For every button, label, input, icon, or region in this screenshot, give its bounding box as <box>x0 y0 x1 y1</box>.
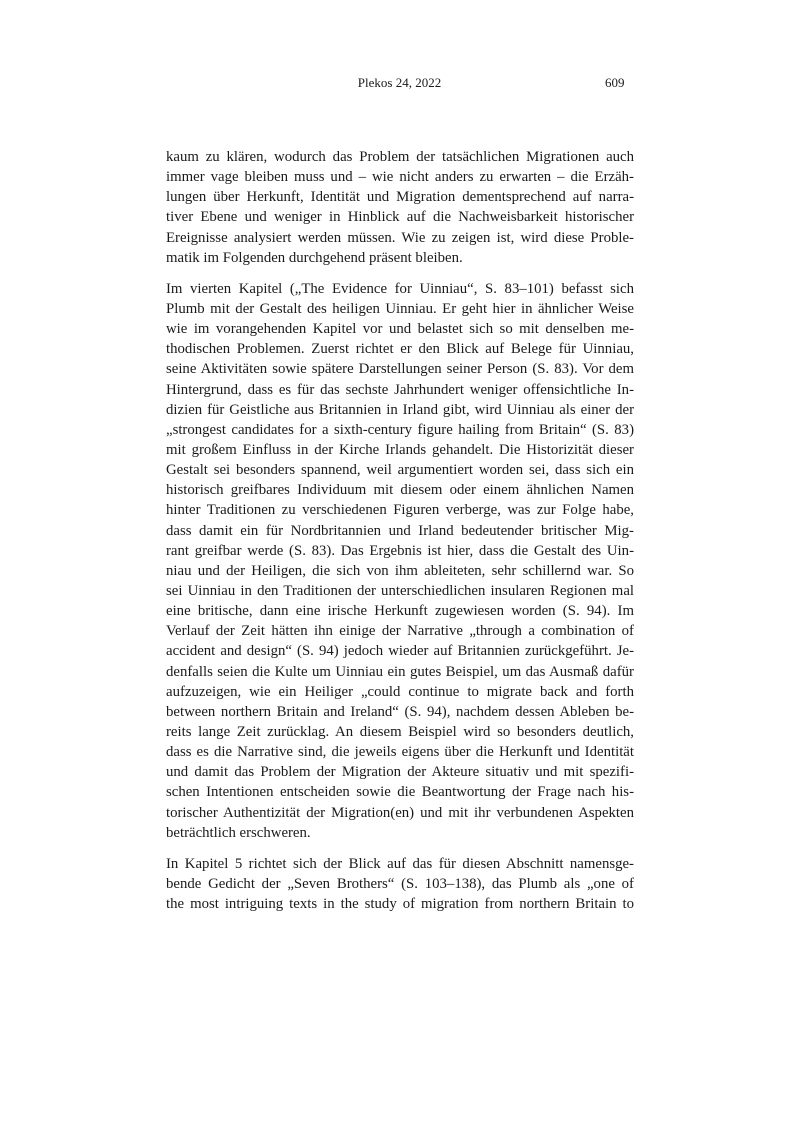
text-line: schen Intentionen entscheiden sowie die Beantwortung der Frage nach his- <box>166 784 634 801</box>
text-line: lungen über Herkunft, Identität und Migration dementsprechend auf narra- <box>166 189 634 206</box>
text-line: tiver Ebene und weniger in Hinblick auf die Nachweisbarkeit historischer <box>166 209 634 226</box>
text-line: the most intriguing texts in the study of migration from northern Britain to <box>166 896 634 913</box>
text-line: seine Aktivitäten sowie spätere Darstellungen seiner Person (S. 83). Vor dem <box>166 361 634 378</box>
paragraph <box>166 147 634 268</box>
text-line: Plumb mit der Gestalt des heiligen Uinniau. Er geht hier in ähnlicher Weise <box>166 300 634 317</box>
text-line: beträchtlich erschweren. <box>166 824 311 841</box>
text-line: matik im Folgenden durchgehend präsent bleiben. <box>166 249 463 266</box>
text-line: denfalls seien die Kulte um Uinniau ein gutes Beispiel, um das Ausmaß dafür <box>166 663 634 680</box>
text-line: Gestalt sei besonders spannend, weil argumentiert worden sei, dass sich ein <box>166 462 634 479</box>
text-line: dass damit ein für Nordbritannien und Irland bedeutender britischer Mig- <box>166 522 634 539</box>
text-line: dizien für Geistliche aus Britannien in Irland gibt, wird Uinniau als einer der <box>166 401 634 418</box>
text-line: reits lange Zeit zurücklag. An diesem Beispiel wird so besonders deutlich, <box>166 723 634 740</box>
text-line: „strongest candidates for a sixth-century figure hailing from Britain“ (S. 83) <box>166 421 634 438</box>
text-line: torischer Authentizität der Migration(en) und mit ihr verbundenen Aspekten <box>166 804 634 821</box>
text-line: accident and design“ (S. 94) jedoch wieder auf Britannien zurückgeführt. Je- <box>166 643 634 660</box>
body-text <box>166 147 634 925</box>
text-line: immer vage bleiben muss und – wie nicht anders zu erwarten – die Erzäh- <box>166 169 634 186</box>
text-line: wie im vorangehenden Kapitel vor und belastet sich so mit denselben me- <box>166 321 634 338</box>
page-number: 609 <box>605 75 625 90</box>
text-line: historisch greifbares Individuum mit diesem oder einem ähnlichen Namen <box>166 482 634 499</box>
text-line: bende Gedicht der „Seven Brothers“ (S. 103–138), das Plumb als „one of <box>166 875 634 892</box>
running-header-journal: Plekos 24, 2022 <box>357 75 442 90</box>
text-line: between northern Britain and Ireland“ (S. 94), nachdem dessen Ableben be- <box>166 703 634 720</box>
text-line: und damit das Problem der Migration der Akteure situativ und mit spezifi- <box>166 764 634 781</box>
text-line: eine britische, dann eine irische Herkunft zugewiesen worden (S. 94). Im <box>166 603 634 620</box>
text-line: aufzuzeigen, wie ein Heiliger „could continue to migrate back and forth <box>166 683 634 700</box>
text-line: Ereignisse analysiert werden müssen. Wie zu zeigen ist, wird diese Proble- <box>166 229 634 246</box>
text-line: niau und der Heiligen, die sich von ihm ableiteten, sehr schillernd war. So <box>166 562 634 579</box>
text-line: kaum zu klären, wodurch das Problem der tatsächlichen Migrationen auch <box>166 149 634 165</box>
paragraph <box>166 854 634 914</box>
text-line: In Kapitel 5 richtet sich der Blick auf das für diesen Abschnitt namensge- <box>166 855 634 872</box>
paragraph <box>166 279 634 843</box>
text-line: Hintergrund, dass es für das sechste Jahrhundert weniger offensichtliche In- <box>166 381 634 398</box>
text-line: rant greifbar werde (S. 83). Das Ergebnis ist hier, dass die Gestalt des Uin- <box>166 542 634 559</box>
text-line: hinter Traditionen zu verschiedenen Figuren verberge, was zur Folge habe, <box>166 502 634 519</box>
text-line: Verlauf der Zeit hätten ihn einige der Narrative „through a combination of <box>166 623 634 640</box>
text-line: thodischen Problemen. Zuerst richtet er den Blick auf Belege für Uinniau, <box>166 341 634 358</box>
text-line: sei Uinniau in den Traditionen der unterschiedlichen insularen Regionen mal <box>166 582 634 599</box>
text-line: dass es die Narrative sind, die jeweils eigens über die Herkunft und Identität <box>166 744 634 761</box>
text-line: Im vierten Kapitel („The Evidence for Uinniau“, S. 83–101) befasst sich <box>166 280 634 297</box>
text-line: mit großem Einfluss in der Kirche Irlands gehandelt. Die Historizität dieser <box>166 441 634 458</box>
